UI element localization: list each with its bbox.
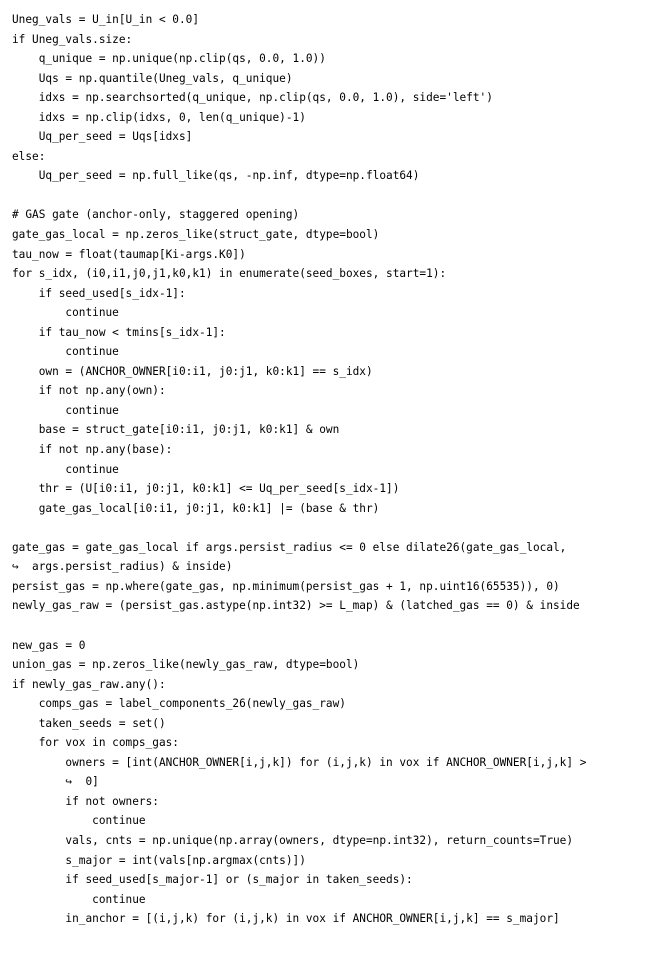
code-line: gate_gas_local[i0:i1, j0:j1, k0:k1] |= (base & thr): [12, 501, 380, 515]
code-line: in_anchor = [(i,j,k) for (i,j,k) in vox if ANCHOR_OWNER[i,j,k] == s_major]: [12, 912, 560, 926]
code-line: taken_seeds = set(): [12, 716, 166, 730]
code-line: continue: [12, 345, 119, 359]
code-line: Uq_per_seed = np.full_like(qs, -np.inf, dtype=np.float64): [12, 169, 420, 183]
code-line: if newly_gas_raw.any():: [12, 677, 166, 691]
code-line: ↪ args.persist_radius) & inside): [12, 560, 233, 574]
code-line: owners = [int(ANCHOR_OWNER[i,j,k]) for (i,j,k) in vox if ANCHOR_OWNER[i,j,k] >: [12, 755, 587, 769]
code-line: else:: [12, 149, 46, 163]
code-line: Uqs = np.quantile(Uneg_vals, q_unique): [12, 71, 293, 85]
code-line: ↪ 0]: [12, 775, 99, 789]
code-line: if not np.any(base):: [12, 443, 173, 457]
code-line: for vox in comps_gas:: [12, 736, 179, 750]
code-line: s_major = int(vals[np.argmax(cnts)]): [12, 853, 306, 867]
code-line: if seed_used[s_major-1] or (s_major in taken_seeds):: [12, 873, 413, 887]
code-line: base = struct_gate[i0:i1, j0:j1, k0:k1] & own: [12, 423, 340, 437]
code-line: continue: [12, 403, 119, 417]
code-line: Uq_per_seed = Uqs[idxs]: [12, 130, 193, 144]
code-line: gate_gas_local = np.zeros_like(struct_gate, dtype=bool): [12, 228, 380, 242]
code-line: if not owners:: [12, 794, 159, 808]
code-line: Uneg_vals = U_in[U_in < 0.0]: [12, 13, 200, 26]
code-line: idxs = np.clip(idxs, 0, len(q_unique)-1): [12, 110, 306, 124]
code-line: if tau_now < tmins[s_idx-1]:: [12, 325, 226, 339]
code-line: new_gas = 0: [12, 638, 86, 652]
code-line: persist_gas = np.where(gate_gas, np.minimum(persist_gas + 1, np.uint16(65535)), 0): [12, 579, 560, 593]
code-line: own = (ANCHOR_OWNER[i0:i1, j0:j1, k0:k1] == s_idx): [12, 364, 373, 378]
code-line: for s_idx, (i0,i1,j0,j1,k0,k1) in enumerate(seed_boxes, start=1):: [12, 267, 447, 281]
code-line: if not np.any(own):: [12, 384, 166, 398]
code-line: union_gas = np.zeros_like(newly_gas_raw, dtype=bool): [12, 658, 360, 672]
code-line: gate_gas = gate_gas_local if args.persist_radius <= 0 else dilate26(gate_gas_local,: [12, 540, 567, 554]
code-line: tau_now = float(taumap[Ki-args.K0]): [12, 247, 246, 261]
code-line: continue: [12, 306, 119, 320]
code-line: continue: [12, 814, 146, 828]
code-line: [12, 616, 660, 636]
code-line: comps_gas = label_components_26(newly_gas_raw): [12, 697, 346, 711]
code-line: thr = (U[i0:i1, j0:j1, k0:k1] <= Uq_per_seed[s_idx-1]): [12, 482, 400, 496]
code-line: continue: [12, 892, 146, 906]
code-line: if seed_used[s_idx-1]:: [12, 286, 186, 300]
code-line: newly_gas_raw = (persist_gas.astype(np.int32) >= L_map) & (latched_gas == 0) & inside: [12, 599, 580, 613]
code-line: # GAS gate (anchor-only, staggered opening): [12, 208, 300, 222]
code-line: idxs = np.searchsorted(q_unique, np.clip(qs, 0.0, 1.0), side='left'): [12, 91, 493, 105]
code-line: q_unique = np.unique(np.clip(qs, 0.0, 1.0)): [12, 52, 326, 66]
code-line: if Uneg_vals.size:: [12, 32, 133, 46]
code-line: vals, cnts = np.unique(np.array(owners, dtype=np.int32), return_counts=True): [12, 833, 574, 847]
code-line: continue: [12, 462, 119, 476]
code-line: [12, 186, 660, 206]
code-line: [12, 518, 660, 538]
